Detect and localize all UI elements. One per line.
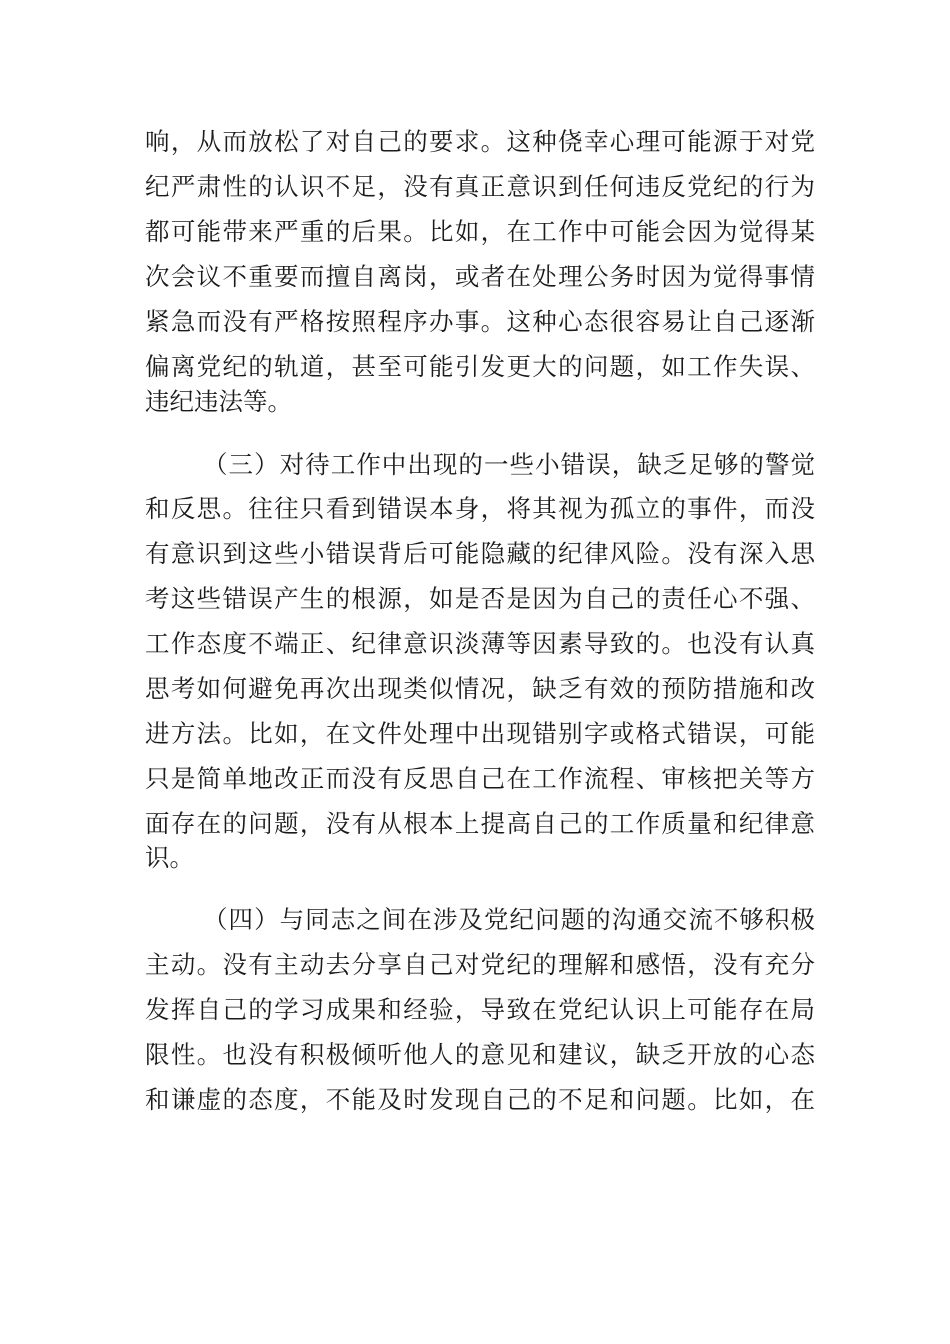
text-line: 只是简单地改正而没有反思自己在工作流程、审核把关等方 [145, 764, 815, 793]
text-line: 考这些错误产生的根源，如是否是因为自己的责任心不强、 [145, 584, 815, 613]
text-line: 有意识到这些小错误背后可能隐藏的纪律风险。没有深入思 [145, 539, 815, 568]
text-line: （三）对待工作中出现的一些小错误，缺乏足够的警觉 [203, 450, 815, 479]
text-line: 都可能带来严重的后果。比如，在工作中可能会因为觉得某 [145, 217, 815, 246]
text-line: 主动。没有主动去分享自己对党纪的理解和感悟，没有充分 [145, 950, 815, 979]
text-line: 偏离党纪的轨道，甚至可能引发更大的问题，如工作失误、 [145, 352, 815, 381]
text-line: 和谦虚的态度，不能及时发现自己的不足和问题。比如，在 [145, 1085, 815, 1114]
text-line: 响，从而放松了对自己的要求。这种侥幸心理可能源于对党 [145, 127, 815, 156]
text-line: 发挥自己的学习成果和经验，导致在党纪认识上可能存在局 [145, 995, 815, 1024]
text-line: 进方法。比如，在文件处理中出现错别字或格式错误，可能 [145, 719, 815, 748]
text-line: 违纪违法等。 [145, 387, 292, 416]
text-line: 紧急而没有严格按照程序办事。这种心态很容易让自己逐渐 [145, 307, 815, 336]
text-line: 限性。也没有积极倾听他人的意见和建议，缺乏开放的心态 [145, 1040, 815, 1069]
text-line: 工作态度不端正、纪律意识淡薄等因素导致的。也没有认真 [145, 629, 815, 658]
text-line: 和反思。往往只看到错误本身，将其视为孤立的事件，而没 [145, 494, 815, 523]
text-line: （四）与同志之间在涉及党纪问题的沟通交流不够积极 [203, 905, 815, 934]
text-line: 纪严肃性的认识不足，没有真正意识到任何违反党纪的行为 [145, 172, 815, 201]
text-line: 次会议不重要而擅自离岗，或者在处理公务时因为觉得事情 [145, 262, 815, 291]
text-line: 识。 [145, 843, 194, 872]
text-line: 面存在的问题，没有从根本上提高自己的工作质量和纪律意 [145, 809, 815, 838]
text-line: 思考如何避免再次出现类似情况，缺乏有效的预防措施和改 [145, 674, 815, 703]
